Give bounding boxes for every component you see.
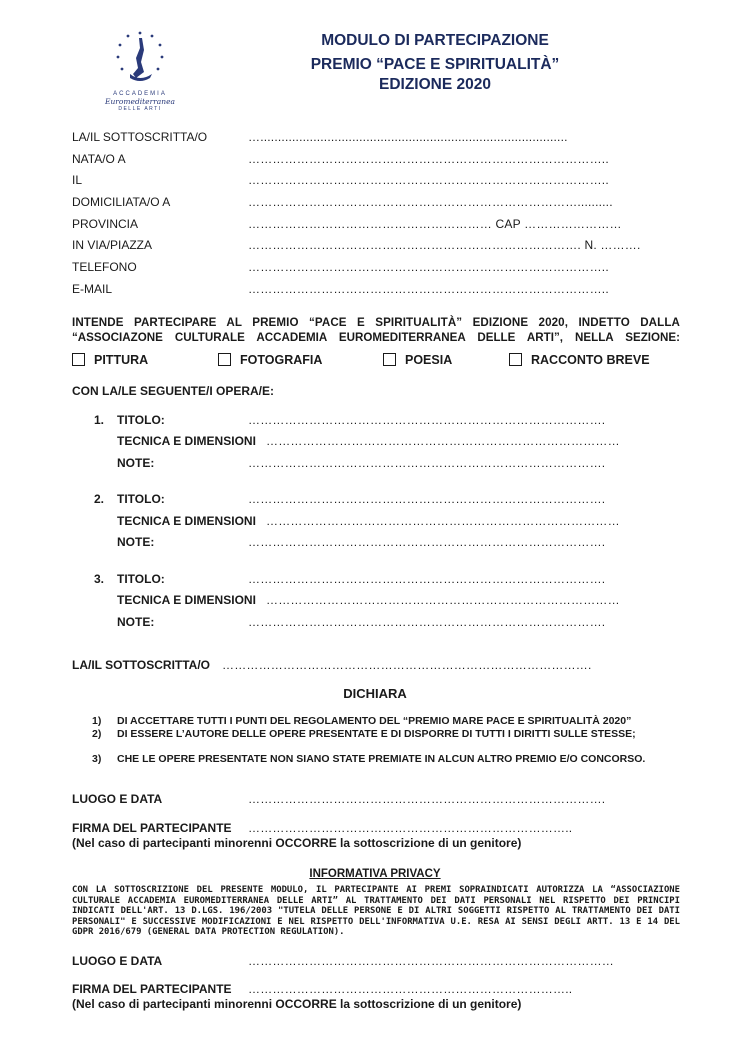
work-number: 1. — [94, 413, 105, 427]
option-label: POESIA — [405, 353, 453, 367]
work-titolo-label: TITOLO: — [117, 572, 165, 586]
field-email[interactable]: …………………………………………………………………………….. — [248, 282, 609, 296]
dichiara-title: DICHIARA — [343, 686, 407, 701]
checkbox-icon[interactable] — [383, 353, 396, 366]
work-titolo-field[interactable]: ……………………………………………………………………………. — [248, 492, 606, 506]
firma-label: FIRMA DEL PARTECIPANTE — [72, 982, 232, 996]
field-il[interactable]: …………………………………………………………………………….. — [248, 173, 609, 187]
label-email: E-MAIL — [72, 282, 113, 296]
signer-field[interactable]: ………………………………………………………………………………. — [222, 658, 592, 672]
option-racconto-breve[interactable] — [509, 353, 650, 367]
label-telefono: TELEFONO — [72, 260, 137, 274]
work-note-field[interactable]: ……………………………………………………………………………. — [248, 456, 606, 470]
work-titolo-label: TITOLO: — [117, 492, 165, 506]
work-number: 3. — [94, 572, 105, 586]
option-pittura[interactable] — [72, 353, 148, 367]
work-tecnica-field[interactable]: …………………………………………………………………………… — [266, 434, 620, 448]
luogo-data-field[interactable]: ……………………………………………………………………………… — [248, 954, 614, 968]
checkbox-icon[interactable] — [509, 353, 522, 366]
checkbox-icon[interactable] — [72, 353, 85, 366]
label-nata-a: NATA/O A — [72, 152, 126, 166]
work-note-label: NOTE: — [117, 456, 155, 470]
firma-note: (Nel caso di partecipanti minorenni OCCORRE la sottoscrizione di un genitore) — [72, 997, 522, 1011]
work-note-label: NOTE: — [117, 615, 155, 629]
option-label: RACCONTO BREVE — [531, 353, 650, 367]
title-line2: PREMIO “PACE E SPIRITUALITÀ” — [310, 56, 560, 73]
field-sottoscritta[interactable]: …....................................................................................... — [248, 130, 568, 144]
luogo-data-label: LUOGO E DATA — [72, 954, 163, 968]
work-titolo-field[interactable]: ……………………………………………………………………………. — [248, 413, 606, 427]
dichiara-item-number: 2) — [92, 728, 102, 740]
option-label: PITTURA — [94, 353, 149, 367]
dichiara-item-text: CHE LE OPERE PRESENTATE NON SIANO STATE PREMIATE IN ALCUN ALTRO PREMIO E/O CONCORSO. — [117, 753, 646, 765]
work-number: 2. — [94, 492, 105, 506]
work-note-label: NOTE: — [117, 535, 155, 549]
firma-field[interactable]: …………………………………………………………………….. — [248, 821, 573, 835]
firma-note: (Nel caso di partecipanti minorenni OCCORRE la sottoscrizione di un genitore) — [72, 836, 522, 850]
intent-line1: INTENDE PARTECIPARE AL PREMIO “PACE E SPIRITUALITÀ” EDIZIONE 2020, INDETTO DALLA — [72, 316, 680, 329]
privacy-text: CON LA SOTTOSCRIZIONE DEL PRESENTE MODULO, IL PARTECIPANTE AI PREMI SOPRAINDICATI AUTORIZZA LA “ASSOCIAZIONE CULTURALE ACCADEMIA EUROMEDITERRANEA DELLE ARTI” AL TRATTAMENTO DEI DATI PERSONALI NEL RISPETTO DEI PRINCIPI INDICATI DELL'ART. 13 D.LGS. 196/2003 "TUTELA DELLE PERSONE E DI ALTRI SOGGETTI RISPETTO AL TRATTAMENTO DEI DATI PERSONALI" E SUCCESSIVE MODIFICAZIONI E NEL RISPETTO DELL'INFORMATIVA U.E. RESA AI SENSI DEGLI ARTT. 13 E 14 DEL GDPR 2016/679 (GENERAL DATA PROTECTION REGULATION). — [72, 885, 680, 938]
field-telefono[interactable]: …………………………………………………………………………….. — [248, 260, 609, 274]
title-line3: EDIZIONE 2020 — [379, 76, 491, 93]
label-il: IL — [72, 173, 83, 187]
label-provincia: PROVINCIA — [72, 217, 139, 231]
label-via-piazza: IN VIA/PIAZZA — [72, 238, 153, 252]
dichiara-item-text: DI ACCETTARE TUTTI I PUNTI DEL REGOLAMENTO DEL “PREMIO MARE PACE E SPIRITUALITÀ 2020” — [117, 715, 632, 727]
work-note-field[interactable]: ……………………………………………………………………………. — [248, 535, 606, 549]
intent-line2: “ASSOCIAZONE CULTURALE ACCADEMIA EUROMEDITERRANEA DELLE ARTI”, NELLA SEZIONE: — [72, 331, 680, 344]
firma-field[interactable]: …………………………………………………………………….. — [248, 982, 573, 996]
title-line1: MODULO DI PARTECIPAZIONE — [321, 32, 549, 49]
luogo-data-field[interactable]: ……………………………………………………………………………. — [248, 792, 606, 806]
field-nata-a[interactable]: …………………………………………………………………………….. — [248, 152, 609, 166]
work-tecnica-label: TECNICA E DIMENSIONI — [117, 514, 256, 528]
logo-line2: Euromediterranea — [105, 97, 175, 106]
option-label: FOTOGRAFIA — [240, 353, 323, 367]
works-heading: CON LA/LE SEGUENTE/I OPERA/E: — [72, 384, 275, 398]
work-tecnica-field[interactable]: …………………………………………………………………………… — [266, 514, 620, 528]
work-titolo-field[interactable]: ……………………………………………………………………………. — [248, 572, 606, 586]
dichiara-item-number: 1) — [92, 715, 102, 727]
field-via-numero[interactable]: ………………………………………………………………………. N. ………. — [248, 238, 641, 252]
luogo-data-label: LUOGO E DATA — [72, 792, 163, 806]
field-provincia-cap[interactable]: …………………………………………………… CAP …………………… — [248, 217, 622, 231]
logo-line3: DELLE ARTI — [118, 106, 162, 112]
option-poesia[interactable] — [383, 353, 452, 367]
dichiara-item-text: DI ESSERE L’AUTORE DELLE OPERE PRESENTATE E DI DISPORRE DI TUTTI I DIRITTI SULLE STESSE; — [117, 728, 636, 740]
work-tecnica-label: TECNICA E DIMENSIONI — [117, 593, 256, 607]
field-domiciliata[interactable]: ……………………………………………………………………….......... — [248, 195, 613, 209]
signer-label: LA/IL SOTTOSCRITTA/O — [72, 658, 210, 672]
work-titolo-label: TITOLO: — [117, 413, 165, 427]
work-tecnica-label: TECNICA E DIMENSIONI — [117, 434, 256, 448]
label-sottoscritta: LA/IL SOTTOSCRITTA/O — [72, 130, 208, 144]
firma-label: FIRMA DEL PARTECIPANTE — [72, 821, 232, 835]
work-note-field[interactable]: ……………………………………………………………………………. — [248, 615, 606, 629]
work-tecnica-field[interactable]: …………………………………………………………………………… — [266, 593, 620, 607]
privacy-title: INFORMATIVA PRIVACY — [309, 868, 441, 880]
dichiara-item-number: 3) — [92, 753, 102, 765]
label-domiciliata: DOMICILIATA/O A — [72, 195, 171, 209]
checkbox-icon[interactable] — [218, 353, 231, 366]
option-fotografia[interactable] — [218, 353, 322, 367]
logo-line1: ACCADEMIA — [113, 91, 167, 97]
